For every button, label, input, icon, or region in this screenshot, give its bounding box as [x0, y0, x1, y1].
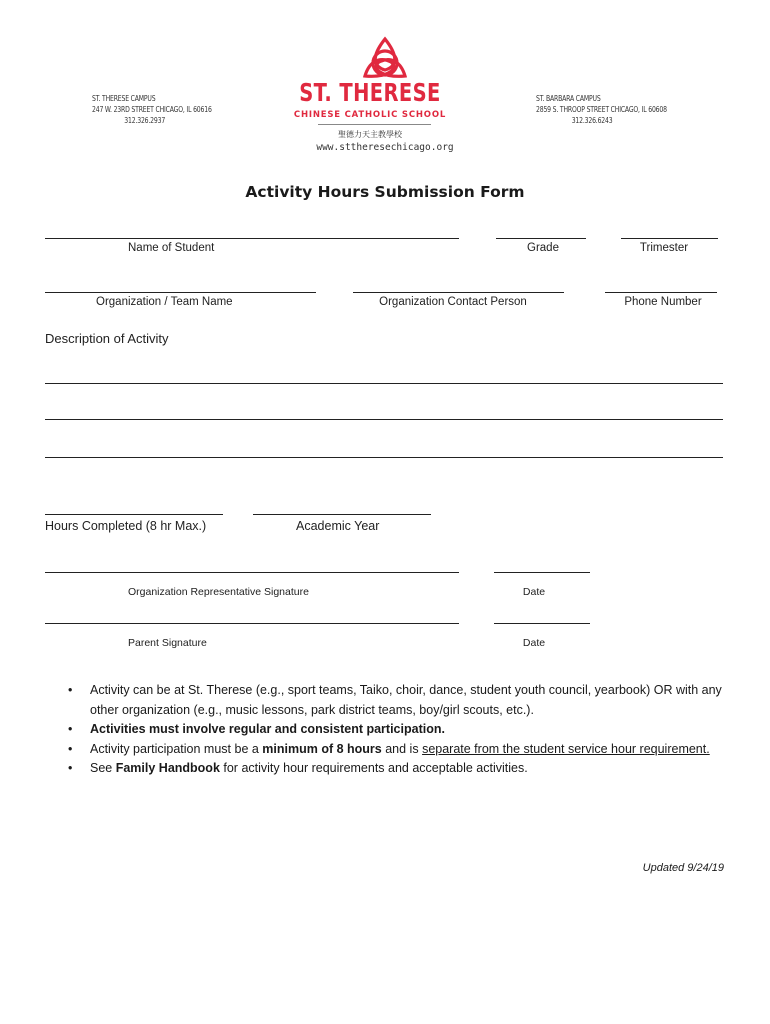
- activity-notes-list: [68, 681, 728, 779]
- note-text: and is: [381, 741, 423, 756]
- note-underline: separate from the student service hour requirement.: [422, 741, 710, 756]
- bullet-icon: •: [68, 741, 73, 756]
- right-campus-address: 2859 S. THROOP STREET CHICAGO, IL 60608: [536, 105, 667, 114]
- note-item: [68, 681, 728, 720]
- hours-line[interactable]: [45, 514, 223, 515]
- note-item: [68, 720, 728, 740]
- note-text: for activity hour requirements and acceptable activities.: [219, 761, 528, 775]
- right-campus-phone: 312.326.6243: [571, 116, 613, 125]
- contact-person-label: Organization Contact Person: [379, 296, 527, 308]
- hours-label: Hours Completed (8 hr Max.): [45, 519, 207, 533]
- trinity-knot-logo-icon: [355, 36, 415, 80]
- academic-year-line[interactable]: [253, 514, 431, 515]
- organization-line[interactable]: [45, 292, 316, 293]
- grade-label: Grade: [527, 242, 559, 254]
- note-bold: Family Handbook: [115, 761, 220, 775]
- bullet-icon: •: [68, 722, 73, 736]
- contact-person-line[interactable]: [353, 292, 564, 293]
- note-bold: minimum of 8 hours: [262, 741, 382, 756]
- rep-signature-label: Organization Representative Signature: [128, 586, 309, 598]
- rep-date-line[interactable]: [494, 572, 590, 573]
- rep-date-label: Date: [522, 586, 546, 598]
- rep-signature-line[interactable]: [45, 572, 459, 573]
- parent-date-line[interactable]: [494, 623, 590, 624]
- trimester-line[interactable]: [621, 238, 718, 239]
- description-line-2[interactable]: [45, 419, 723, 420]
- note-text: See: [90, 761, 116, 775]
- description-line-1[interactable]: [45, 383, 723, 384]
- left-campus-address: 247 W. 23RD STREET CHICAGO, IL 60616: [92, 105, 212, 114]
- school-logo-subtitle: CHINESE CATHOLIC SCHOOL: [293, 110, 447, 120]
- parent-signature-line[interactable]: [45, 623, 459, 624]
- updated-date: Updated 9/24/19: [642, 862, 724, 874]
- phone-line[interactable]: [605, 292, 717, 293]
- bullet-icon: •: [68, 761, 73, 775]
- note-text: Activity can be at St. Therese (e.g., sport teams, Taiko, choir, dance, student youth council, yearbook) OR with any other organization (e.g., music lessons, park district teams, boy/girl scouts, etc.).: [90, 683, 722, 717]
- student-name-label: Name of Student: [128, 242, 215, 254]
- description-label: Description of Activity: [45, 331, 169, 346]
- note-text: Activity participation must be a: [90, 741, 263, 756]
- academic-year-label: Academic Year: [296, 519, 380, 533]
- note-bold: Activities must involve regular and consistent participation.: [90, 722, 445, 736]
- school-logo-name: ST. THERESE: [299, 78, 441, 107]
- right-campus-name: ST. BARBARA CAMPUS: [536, 94, 601, 103]
- parent-date-label: Date: [522, 637, 546, 649]
- note-item: [68, 759, 728, 779]
- left-campus-phone: 312.326.2937: [124, 116, 166, 125]
- logo-divider: [318, 124, 431, 125]
- description-line-3[interactable]: [45, 457, 723, 458]
- student-name-line[interactable]: [45, 238, 459, 239]
- school-chinese-name: 聖德力天主教學校: [338, 130, 402, 139]
- grade-line[interactable]: [496, 238, 586, 239]
- trimester-label: Trimester: [639, 242, 689, 254]
- form-title: Activity Hours Submission Form: [245, 183, 525, 201]
- organization-label: Organization / Team Name: [96, 296, 233, 308]
- parent-signature-label: Parent Signature: [128, 637, 207, 649]
- right-campus-block: [536, 93, 667, 126]
- bullet-icon: •: [68, 683, 73, 697]
- left-campus-block: [92, 93, 212, 126]
- phone-label: Phone Number: [624, 296, 702, 308]
- note-item: [68, 740, 728, 760]
- school-website: www.sttheresechicago.org: [316, 142, 454, 153]
- left-campus-name: ST. THERESE CAMPUS: [92, 94, 156, 103]
